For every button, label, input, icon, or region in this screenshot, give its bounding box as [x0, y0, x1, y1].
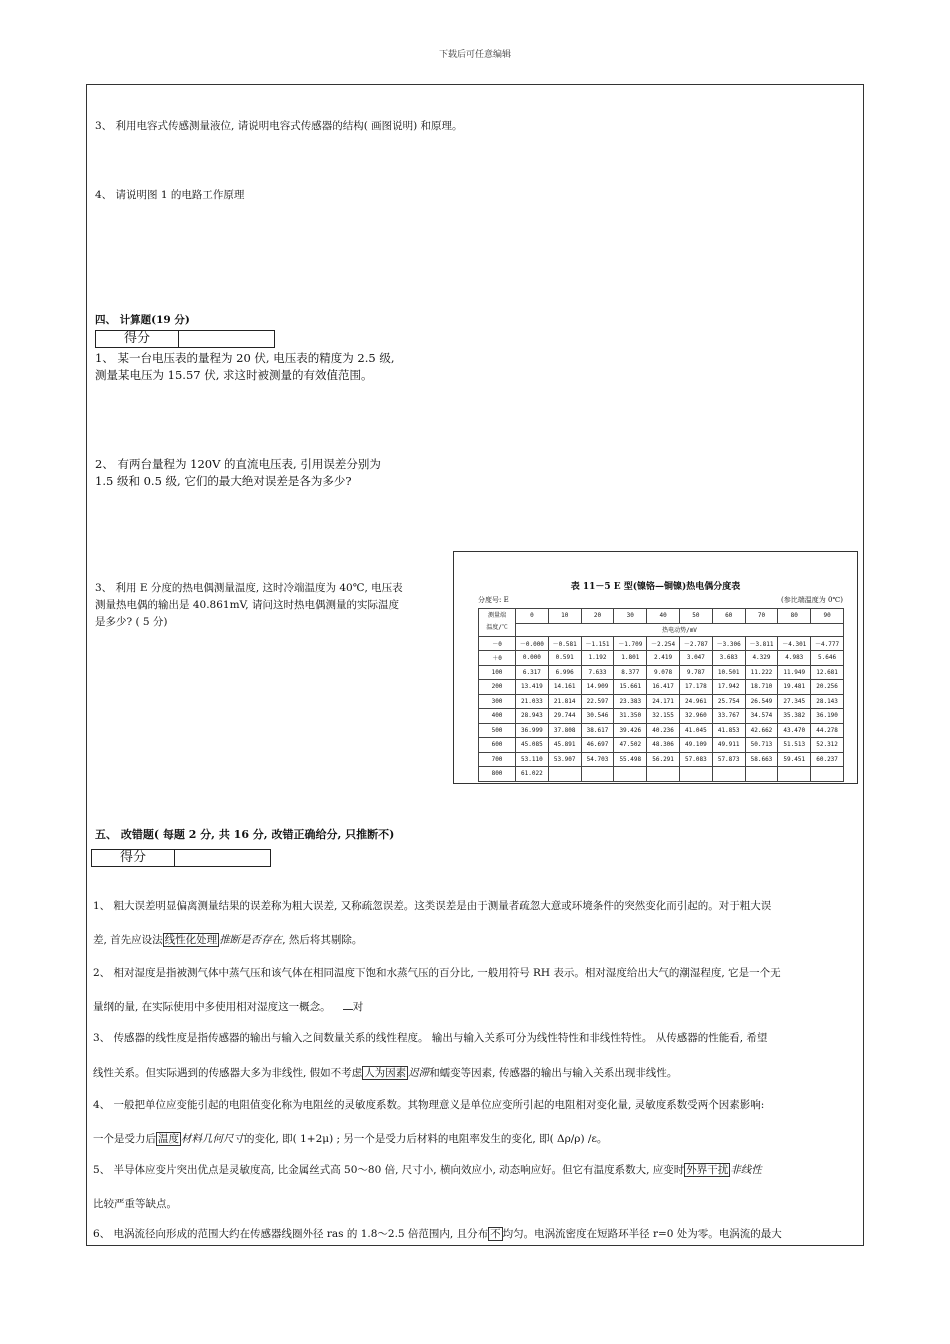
emf-cell: 3.047	[679, 651, 712, 666]
emf-cell: 58.663	[745, 752, 778, 767]
table-reference: (参比端温度为 0℃)	[781, 596, 843, 604]
correction-text: 非线性	[730, 1164, 762, 1176]
emf-cell: 59.451	[778, 752, 811, 767]
column-header: 90	[811, 609, 844, 624]
emf-cell	[614, 767, 647, 782]
emf-cell: 37.808	[548, 723, 581, 738]
emf-cell: 54.703	[581, 752, 614, 767]
emf-cell: 11.222	[745, 665, 778, 680]
table-row	[479, 651, 844, 666]
emf-cell: 45.891	[548, 738, 581, 753]
question-3-capacitive: 3、 利用电容式传感测量液位, 请说明电容式传感器的结构( 画图说明) 和原理。	[95, 120, 463, 132]
score-label: 得分	[92, 850, 175, 866]
emf-cell: 24.171	[647, 694, 680, 709]
score-value-cell[interactable]	[179, 331, 274, 347]
emf-cell: 4.329	[745, 651, 778, 666]
emf-cell: 51.513	[778, 738, 811, 753]
row-temperature: －0	[479, 636, 516, 651]
emf-cell: －2.787	[679, 636, 712, 651]
correction-4-line-1: 4、 一般把单位应变能引起的电阻值变化称为电阻丝的灵敏度系数。其物理意义是单位应变所引起的电阻相对变化量, 灵敏度系数受两个因素影响:	[93, 1099, 765, 1111]
calc-question-2: 2、 有两台量程为 120V 的直流电压表, 引用误差分别为 1.5 级和 0.5 级, 它们的最大绝对误差是各为多少?	[95, 457, 381, 488]
column-header: 40	[647, 609, 680, 624]
emf-cell: 4.983	[778, 651, 811, 666]
emf-cell: 17.178	[679, 680, 712, 695]
table-row	[479, 665, 844, 680]
emf-cell: 16.417	[647, 680, 680, 695]
emf-cell: 11.949	[778, 665, 811, 680]
correction-6-line-1: 6、 电涡流径向形成的范围大约在传感器线圈外径 ras 的 1.8～2.5 倍范围内, 且分布 不 均匀。电涡流密度在短路环半径 r=0 处为零。电涡流的最大	[93, 1228, 782, 1240]
emf-cell: －0.000	[516, 636, 549, 651]
error-mark: 外界干扰	[686, 1164, 729, 1176]
correction-1-line-2: 差, 首先应设法 线性化处理 推断是否存在, 然后将其剔除。	[93, 934, 363, 946]
emf-cell: 20.256	[811, 680, 844, 695]
table-row	[479, 636, 844, 651]
column-header: 10	[548, 609, 581, 624]
column-header: 70	[745, 609, 778, 624]
error-mark: 线性化处理	[164, 934, 218, 946]
emf-cell: 7.633	[581, 665, 614, 680]
correction-5-line-2: 比较严重等缺点。	[93, 1198, 177, 1210]
emf-cell	[811, 767, 844, 782]
emf-cell: 28.943	[516, 709, 549, 724]
emf-cell: 22.597	[581, 694, 614, 709]
column-header: 80	[778, 609, 811, 624]
emf-cell: 38.617	[581, 723, 614, 738]
table-row	[479, 709, 844, 724]
emf-cell: 26.549	[745, 694, 778, 709]
correction-text: 迟滞	[408, 1067, 430, 1079]
emf-cell: 56.291	[647, 752, 680, 767]
emf-cell	[712, 767, 745, 782]
emf-cell: 47.502	[614, 738, 647, 753]
column-header: 20	[581, 609, 614, 624]
thermocouple-table-figure	[453, 551, 858, 784]
error-mark: 不	[490, 1228, 501, 1240]
table-row	[479, 752, 844, 767]
emf-cell: 57.083	[679, 752, 712, 767]
score-box-section-4	[95, 330, 275, 348]
emf-cell: 29.744	[548, 709, 581, 724]
emf-cell: 57.873	[712, 752, 745, 767]
blank-mark	[343, 1009, 353, 1010]
correction-3-line-1: 3、 传感器的线性度是指传感器的输出与输入之间数量关系的线性程度。 输出与输入关系可分为线性特性和非线性特性。 从传感器的性能看, 希望	[93, 1032, 768, 1044]
table-row	[479, 680, 844, 695]
emf-cell	[647, 767, 680, 782]
corner-bottom: 温度/℃	[486, 624, 508, 632]
emf-cell: 21.033	[516, 694, 549, 709]
calc-question-1: 1、 某一台电压表的量程为 20 伏, 电压表的精度为 2.5 级, 测量某电压为 15.57 伏, 求这时被测量的有效值范围。	[95, 351, 395, 382]
row-temperature: 400	[479, 709, 516, 724]
emf-cell: 41.045	[679, 723, 712, 738]
emf-cell: －1.151	[581, 636, 614, 651]
emf-cell: 34.574	[745, 709, 778, 724]
row-temperature: 100	[479, 665, 516, 680]
emf-cell: 27.345	[778, 694, 811, 709]
emf-cell: 53.110	[516, 752, 549, 767]
column-header: 30	[614, 609, 647, 624]
emf-cell: 39.426	[614, 723, 647, 738]
emf-cell: 14.161	[548, 680, 581, 695]
emf-cell: 50.713	[745, 738, 778, 753]
emf-cell: 61.022	[516, 767, 549, 782]
emf-cell: －3.306	[712, 636, 745, 651]
table-body	[479, 609, 844, 782]
emf-cell: 33.767	[712, 709, 745, 724]
emf-cell: －3.811	[745, 636, 778, 651]
table-division: 分度号: E	[478, 596, 509, 604]
emf-cell: －0.581	[548, 636, 581, 651]
emf-cell: 3.683	[712, 651, 745, 666]
emf-label: 热电动势/mV	[516, 623, 844, 636]
emf-cell	[778, 767, 811, 782]
emf-cell: 6.996	[548, 665, 581, 680]
emf-cell: 1.801	[614, 651, 647, 666]
emf-cell: 24.961	[679, 694, 712, 709]
score-label: 得分	[96, 331, 179, 347]
error-mark: 温度	[158, 1133, 179, 1145]
emf-cell: 30.546	[581, 709, 614, 724]
emf-cell: 25.754	[712, 694, 745, 709]
emf-cell: 21.814	[548, 694, 581, 709]
emf-cell: 36.999	[516, 723, 549, 738]
emf-cell: 44.278	[811, 723, 844, 738]
error-mark: 人为因素	[364, 1067, 407, 1079]
score-value-cell[interactable]	[175, 850, 270, 866]
corner-header	[479, 609, 516, 637]
correct-mark: 对	[352, 1001, 364, 1013]
emf-cell: 46.697	[581, 738, 614, 753]
correction-1-line-1: 1、 粗大误差明显偏离测量结果的误差称为粗大误差, 又称疏忽误差。这类误差是由于测量者疏忽大意或环境条件的突然变化而引起的。对于粗大误	[93, 900, 772, 912]
correction-text: 推断是否存在	[219, 934, 283, 946]
table-subheader-row	[479, 623, 844, 636]
row-temperature: 200	[479, 680, 516, 695]
correction-4-line-2: 一个是受力后 温度 材料几何尺寸的变化, 即( 1+2μ) ; 另一个是受力后材料的电阻率发生的变化, 即( Δρ/ρ) /ε。	[93, 1133, 608, 1145]
emf-cell: 28.143	[811, 694, 844, 709]
emf-cell: 1.192	[581, 651, 614, 666]
emf-cell: 18.710	[745, 680, 778, 695]
row-temperature: 700	[479, 752, 516, 767]
calc-question-3: 3、 利用 E 分度的热电偶测量温度, 这时冷端温度为 40℃, 电压表 测量热电偶的输出是 40.861mV, 请问这时热电偶测量的实际温度 是多少? ( 5 分)	[95, 582, 403, 628]
emf-cell	[581, 767, 614, 782]
correction-text: 材料几何尺寸	[181, 1133, 244, 1145]
emf-cell: －4.777	[811, 636, 844, 651]
emf-cell: 10.501	[712, 665, 745, 680]
table-row	[479, 694, 844, 709]
row-temperature: 300	[479, 694, 516, 709]
emf-cell: 12.681	[811, 665, 844, 680]
emf-cell: 45.085	[516, 738, 549, 753]
correction-3-line-2: 线性关系。但实际遇到的传感器大多为非线性, 假如不考虑 人为因素 迟滞和蠕变等因素, 传感器的输出与输入关系出现非线性。	[93, 1067, 678, 1079]
emf-cell: 19.481	[778, 680, 811, 695]
emf-cell: 15.661	[614, 680, 647, 695]
emf-cell: 2.419	[647, 651, 680, 666]
emf-cell: －2.254	[647, 636, 680, 651]
score-box-section-5	[91, 849, 271, 867]
column-header: 50	[679, 609, 712, 624]
emf-cell: 17.942	[712, 680, 745, 695]
thermocouple-table	[478, 608, 844, 782]
emf-cell: 13.419	[516, 680, 549, 695]
emf-cell: 5.646	[811, 651, 844, 666]
table-row	[479, 723, 844, 738]
column-header: 60	[712, 609, 745, 624]
row-temperature: 600	[479, 738, 516, 753]
emf-cell: 9.078	[647, 665, 680, 680]
emf-cell: 53.907	[548, 752, 581, 767]
row-temperature: 500	[479, 723, 516, 738]
section-5-title: 五、 改错题( 每题 2 分, 共 16 分, 改错正确给分, 只推断不)	[95, 828, 395, 841]
emf-cell: 32.155	[647, 709, 680, 724]
emf-cell: 41.853	[712, 723, 745, 738]
emf-cell: 14.909	[581, 680, 614, 695]
table-row	[479, 738, 844, 753]
table-title: 表 11－5 E 型(镍铬—铜镍)热电偶分度表	[570, 582, 741, 592]
section-4-title: 四、 计算题(19 分)	[95, 314, 190, 326]
row-temperature: ＋0	[479, 651, 516, 666]
correction-2-line-2: 量纲的量, 在实际使用中多使用相对湿度这一概念。 对	[93, 1001, 364, 1013]
emf-cell: 6.317	[516, 665, 549, 680]
emf-cell: 8.377	[614, 665, 647, 680]
emf-cell: 49.109	[679, 738, 712, 753]
question-4-circuit: 4、 请说明图 1 的电路工作原理	[95, 189, 245, 201]
emf-cell: －1.709	[614, 636, 647, 651]
emf-cell: 0.000	[516, 651, 549, 666]
emf-cell: 52.312	[811, 738, 844, 753]
emf-cell	[679, 767, 712, 782]
emf-cell: 31.350	[614, 709, 647, 724]
emf-cell: 40.236	[647, 723, 680, 738]
emf-cell: 0.591	[548, 651, 581, 666]
emf-cell: 32.960	[679, 709, 712, 724]
emf-cell: 42.662	[745, 723, 778, 738]
row-temperature: 800	[479, 767, 516, 782]
table-header-row	[479, 609, 844, 624]
emf-cell	[548, 767, 581, 782]
emf-cell: 60.237	[811, 752, 844, 767]
emf-cell: 35.382	[778, 709, 811, 724]
emf-cell: 36.190	[811, 709, 844, 724]
emf-cell: 9.787	[679, 665, 712, 680]
page-header: 下载后可任意编辑	[438, 50, 511, 60]
emf-cell: 55.498	[614, 752, 647, 767]
column-header: 0	[516, 609, 549, 624]
correction-5-line-1: 5、 半导体应变片突出优点是灵敏度高, 比金属丝式高 50～80 倍, 尺寸小, 横向效应小, 动态响应好。但它有温度系数大, 应变时 外界干扰 非线性	[93, 1164, 762, 1176]
emf-cell	[745, 767, 778, 782]
corner-top: 测量端	[487, 612, 506, 620]
emf-cell: －4.301	[778, 636, 811, 651]
emf-cell: 23.383	[614, 694, 647, 709]
emf-cell: 48.306	[647, 738, 680, 753]
correction-2-line-1: 2、 相对湿度是指被测气体中蒸气压和该气体在相同温度下饱和水蒸气压的百分比, 一般用符号 RH 表示。相对湿度给出大气的潮湿程度, 它是一个无	[93, 967, 781, 979]
emf-cell: 43.470	[778, 723, 811, 738]
table-row	[479, 767, 844, 782]
emf-cell: 49.911	[712, 738, 745, 753]
